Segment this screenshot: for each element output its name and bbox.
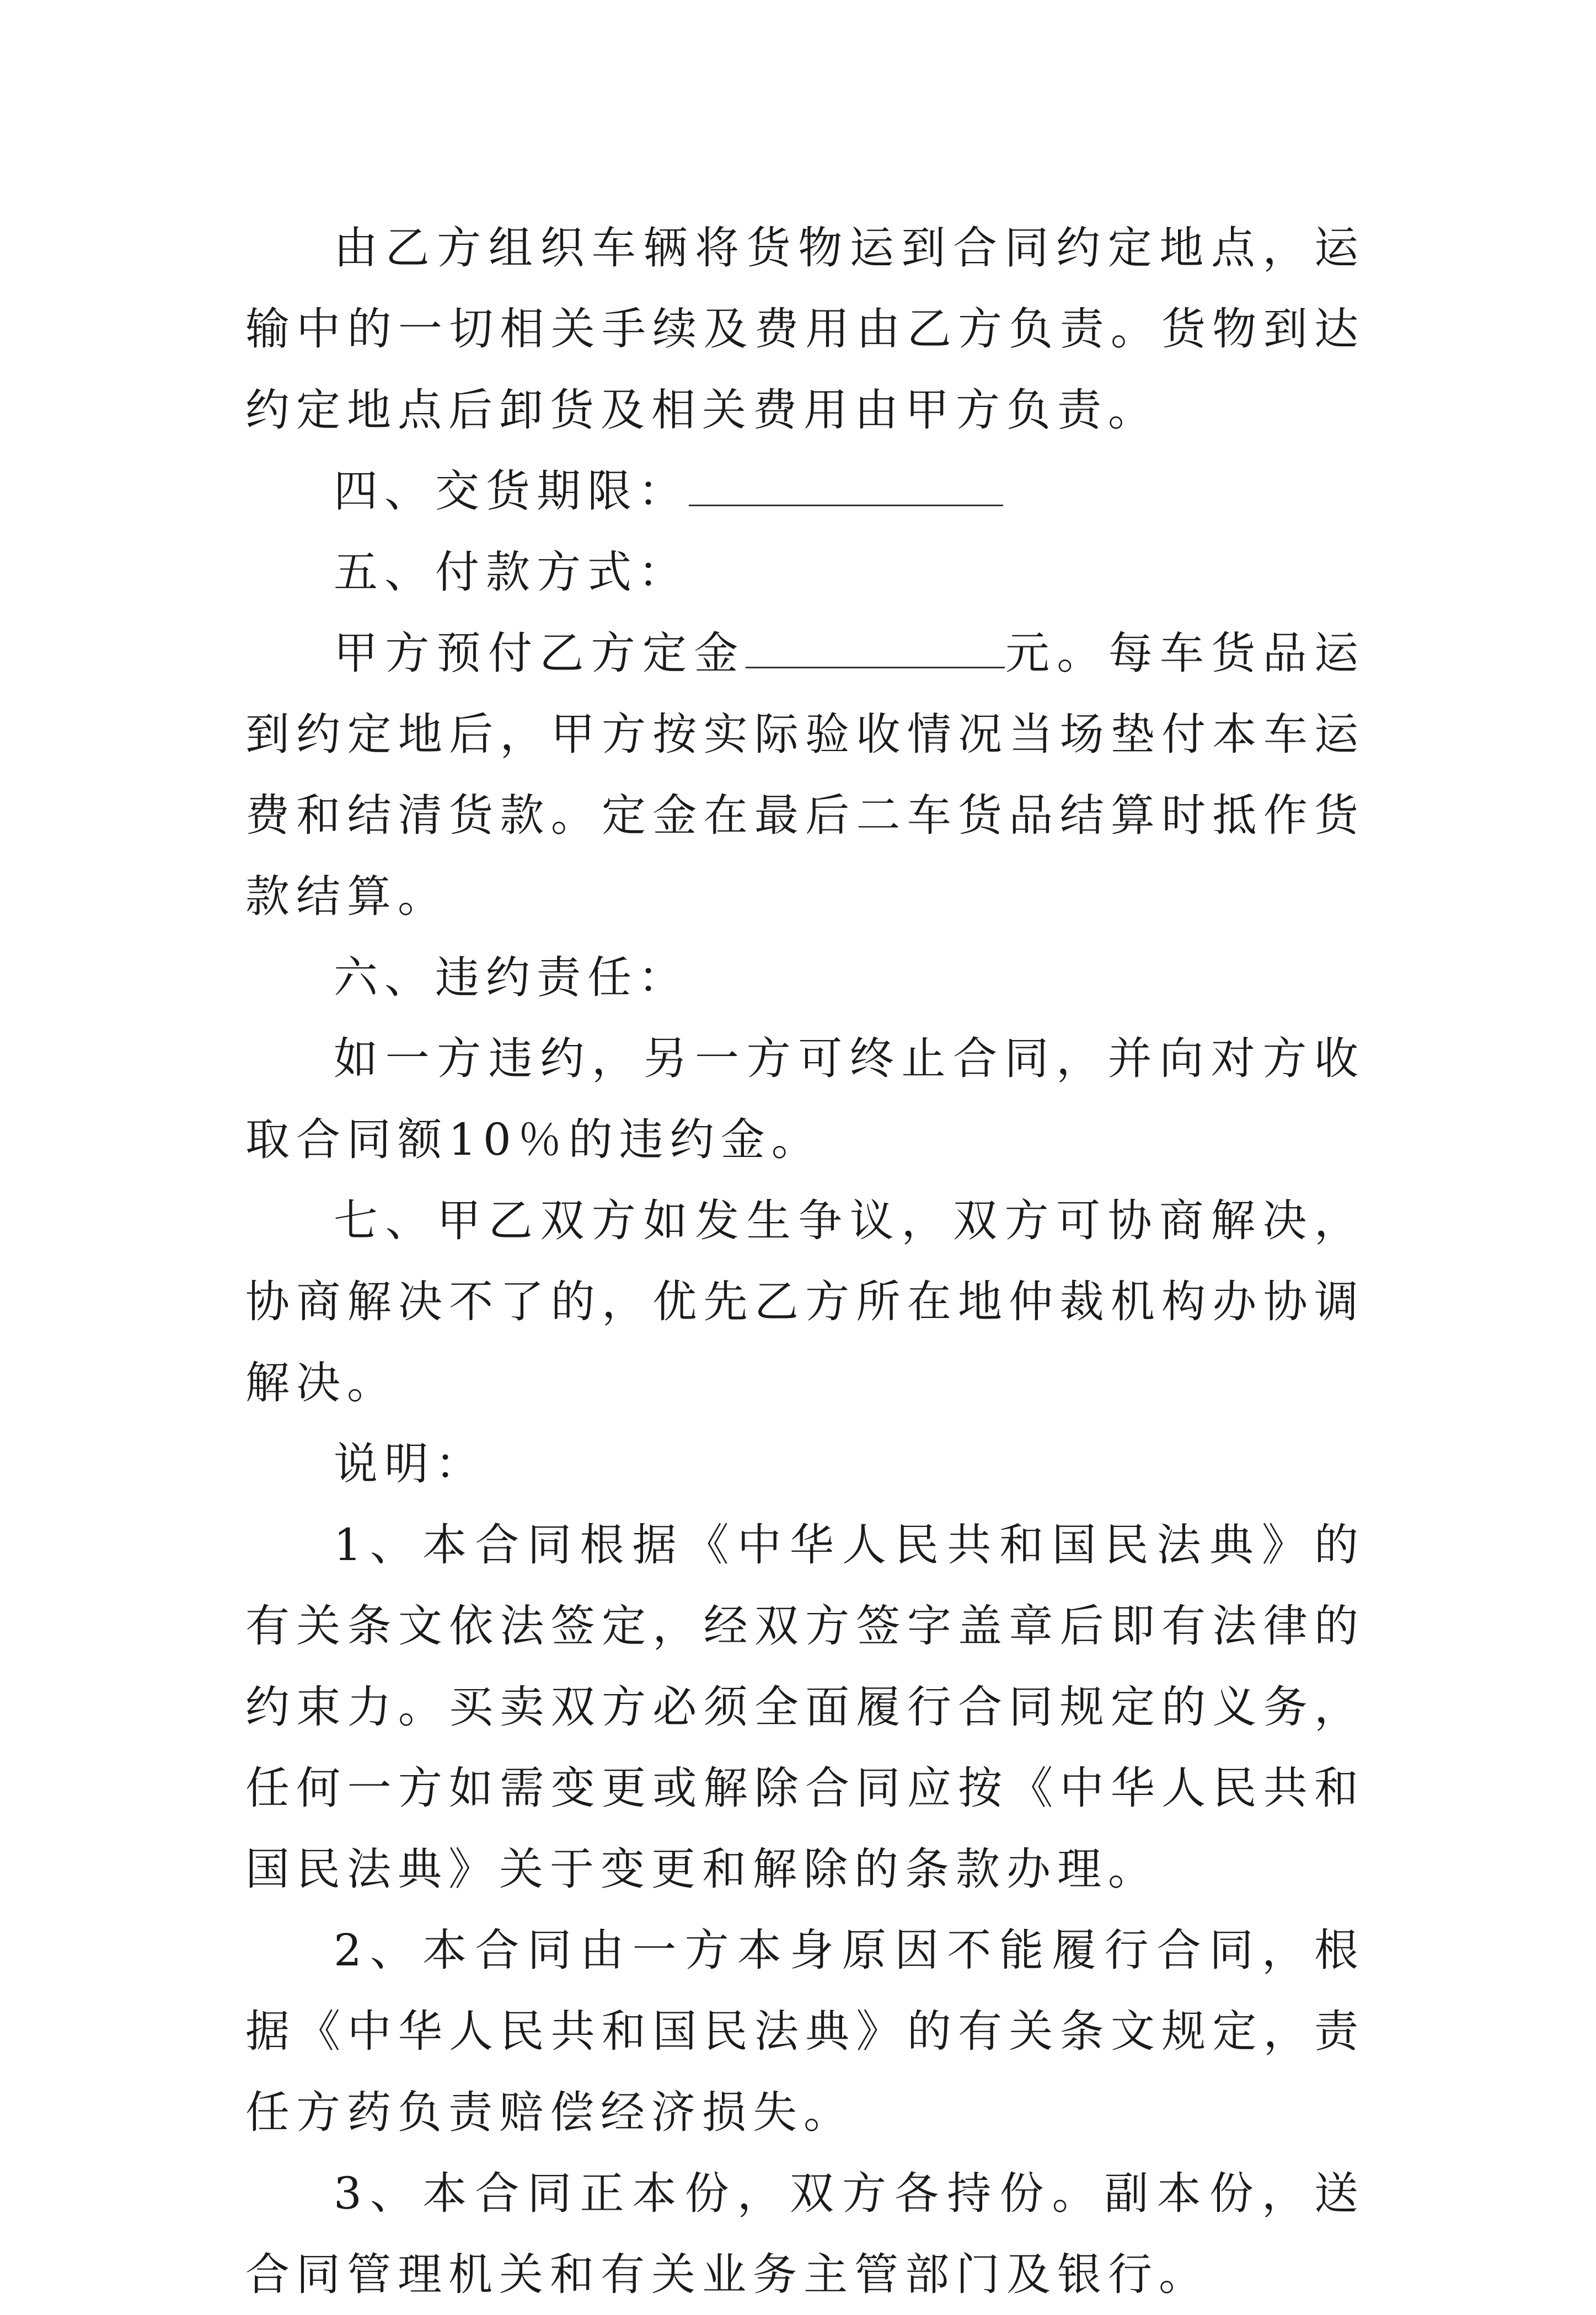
paragraph-delivery-deadline [245, 451, 1365, 532]
paragraph-payment [245, 613, 1365, 937]
paragraph-breach: 如一方违约，另一方可终止合同，并向对方收取合同额10％的违约金。 [245, 1033, 1365, 1165]
delivery-deadline-label: 四、交货期限： [334, 465, 689, 517]
deposit-text-before: 甲方预付乙方定金 [334, 628, 746, 679]
document-body [245, 207, 1365, 2315]
paragraph-payment-heading: 五、付款方式： [334, 546, 689, 598]
paragraph-note-3: 3、本合同正本份，双方各持份。副本份，送合同管理机关和有关业务主管部门及银行。 [245, 2168, 1365, 2300]
paragraph-transport: 由乙方组织车辆将货物运到合同约定地点，运输中的一切相关手续及费用由乙方负责。货物到达约定地点后卸货及相关费用由甲方负责。 [245, 222, 1365, 436]
delivery-deadline-blank [689, 465, 1003, 506]
paragraph-note-1: 1、本合同根据《中华人民共和国民法典》的有关条文依法签定，经双方签字盖章后即有法律的约束力。买卖双方必须全面履行合同规定的义务，任何一方如需变更或解除合同应按《中华人民共和国民法典》关于变更和解除的条款办理。 [245, 1519, 1365, 1895]
paragraph-dispute: 七、甲乙双方如发生争议，双方可协商解决，协商解决不了的，优先乙方所在地仲裁机构办协调解决。 [245, 1195, 1365, 1408]
deposit-amount-blank [746, 627, 1005, 668]
paragraph-note-2: 2、本合同由一方本身原因不能履行合同，根据《中华人民共和国民法典》的有关条文规定，责任方药负责赔偿经济损失。 [245, 1925, 1365, 2138]
paragraph-notes-heading: 说明： [334, 1438, 486, 1489]
deposit-text-after: 元。每车货品运到约定地后，甲方按实际验收情况当场垫付本车运费和结清货款。定金在最后二车货品结算时抵作货款结算。 [245, 628, 1365, 922]
paragraph-breach-heading: 六、违约责任： [334, 952, 689, 1003]
